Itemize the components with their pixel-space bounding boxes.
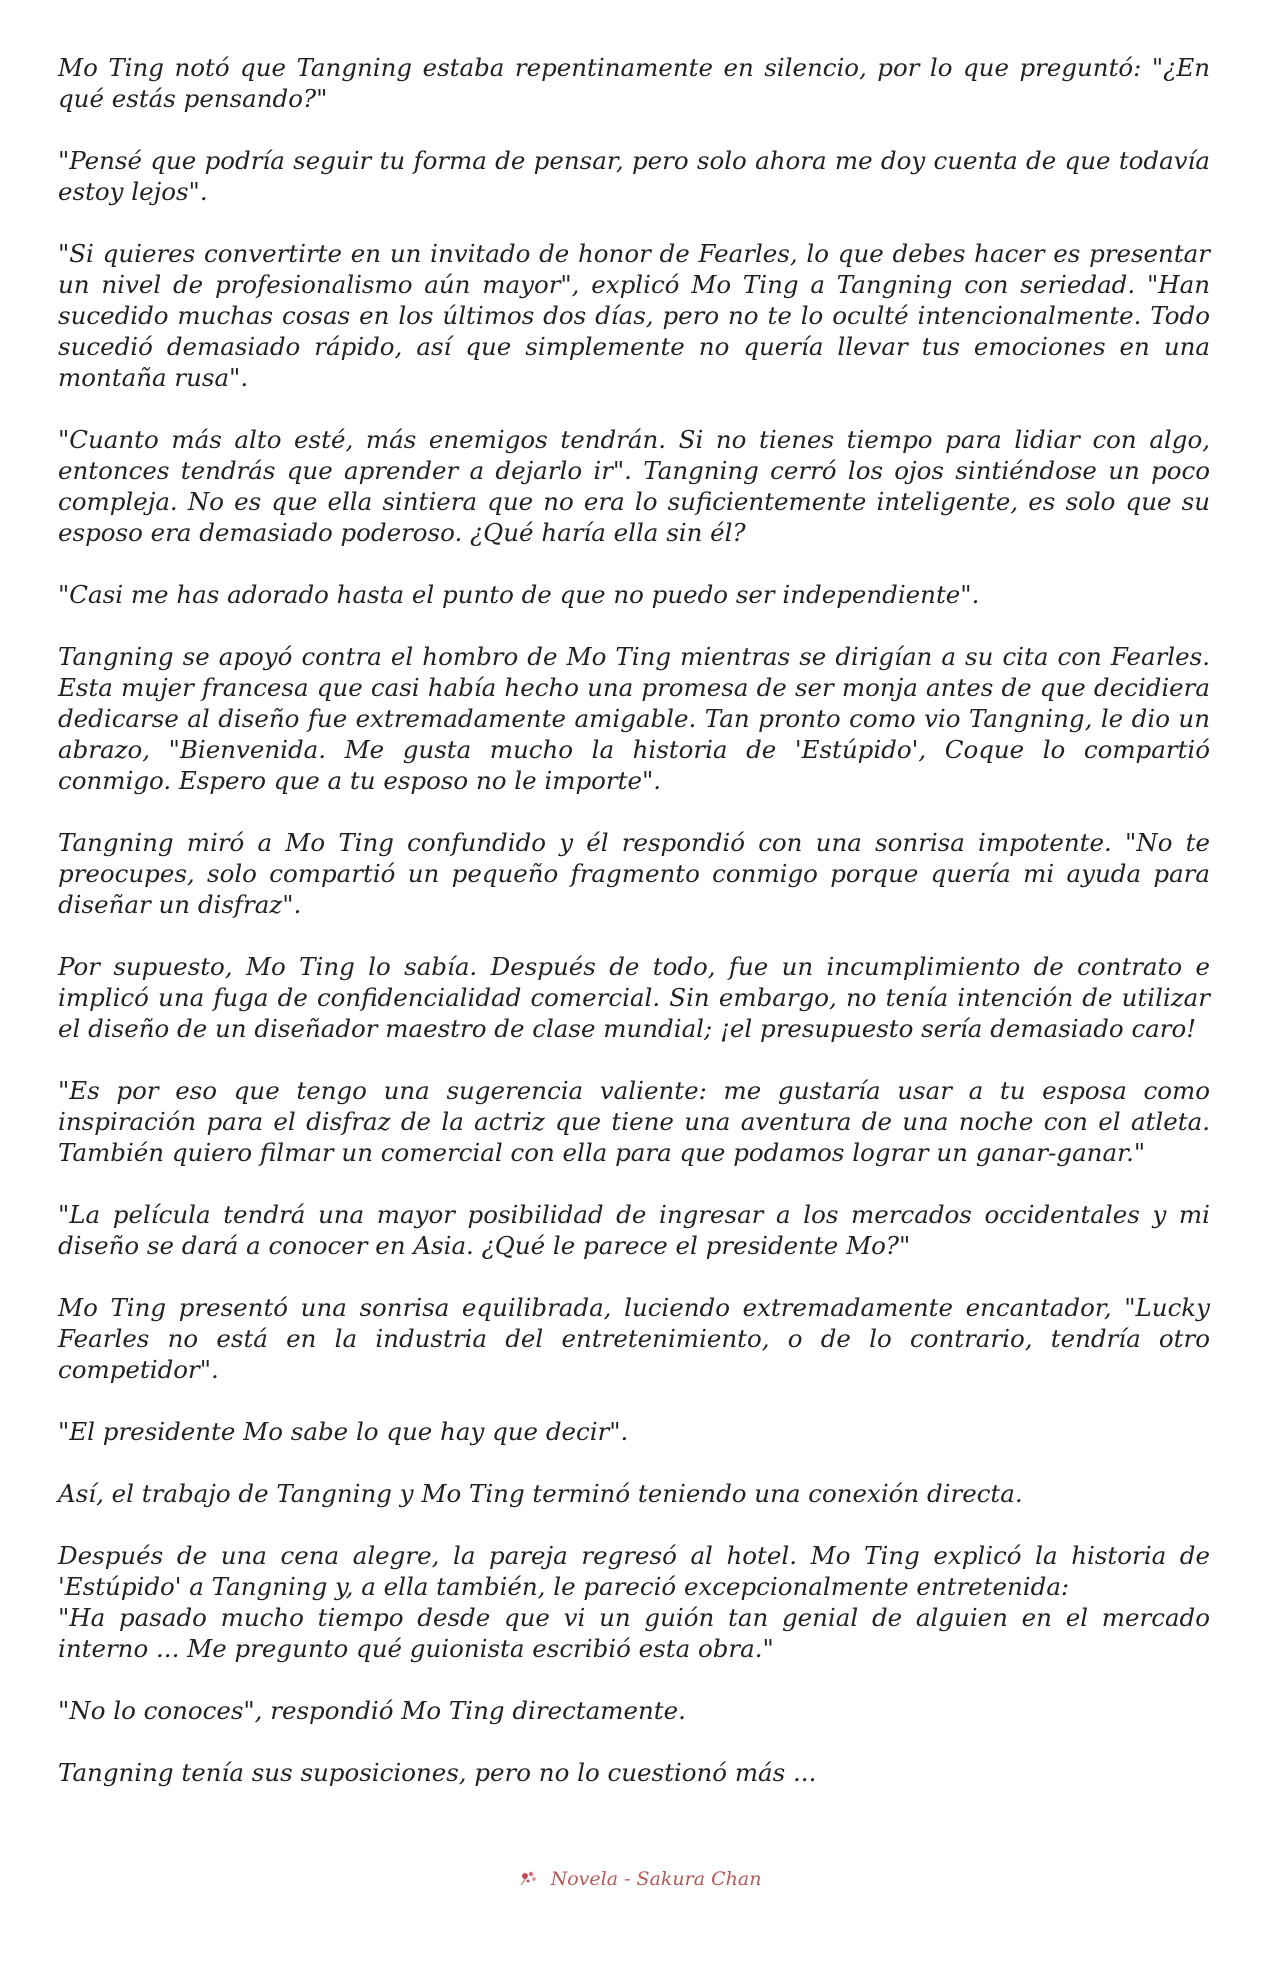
paragraph-10: "La película tendrá una mayor posibilidad de ingresar a los mercados occidentales y mi diseño se dará a conocer en Asia. ¿Qué le parece el presidente Mo?" [58, 1200, 1210, 1260]
paragraph-8: Por supuesto, Mo Ting lo sabía. Después de todo, fue un incumplimiento de contrato e implicó una fuga de confidencialidad comercial. Sin embargo, no tenía intención de utilizar el diseño de un diseñador maestro de clase mundial; ¡el presupuesto sería demasiado caro! [58, 952, 1210, 1043]
paragraph-2: "Pensé que podría seguir tu forma de pensar, pero solo ahora me doy cuenta de que todavía estoy lejos". [58, 146, 1210, 206]
paragraph-13: Así, el trabajo de Tangning y Mo Ting terminó teniendo una conexión directa. [58, 1479, 1023, 1508]
footer-text: Novela - Sakura Chan [550, 1868, 762, 1890]
paragraph-12: "El presidente Mo sabe lo que hay que decir". [58, 1417, 629, 1446]
sakura-blossom-icon [519, 1869, 539, 1887]
paragraph-17: Tangning tenía sus suposiciones, pero no lo cuestionó más ... [58, 1758, 817, 1787]
paragraph-9: "Es por eso que tengo una sugerencia valiente: me gustaría usar a tu esposa como inspiración para el disfraz de la actriz que tiene una aventura de una noche con el atleta. También quiero filmar un comercial con ella para que podamos lograr un ganar-ganar." [58, 1076, 1210, 1167]
paragraph-15: "Ha pasado mucho tiempo desde que vi un guión tan genial de alguien en el mercado interno ... Me pregunto qué guionista escribió esta obra." [58, 1603, 1210, 1663]
paragraph-3: "Si quieres convertirte en un invitado de honor de Fearles, lo que debes hacer es presentar un nivel de profesionalismo aún mayor", explicó Mo Ting a Tangning con seriedad. "Han sucedido muchas cosas en los últimos dos días, pero no te lo oculté intencionalmente. Todo sucedió demasiado rápido, así que simplemente no quería llevar tus emociones en una montaña rusa". [58, 239, 1210, 392]
paragraph-11: Mo Ting presentó una sonrisa equilibrada, luciendo extremadamente encantador, "Lucky Fearles no está en la industria del entretenimiento, o de lo contrario, tendría otro competidor". [58, 1293, 1210, 1384]
paragraph-16: "No lo conoces", respondió Mo Ting directamente. [58, 1696, 686, 1725]
paragraph-6: Tangning se apoyó contra el hombro de Mo Ting mientras se dirigían a su cita con Fearles. Esta mujer francesa que casi había hecho una promesa de ser monja antes de que decidiera dedicarse al diseño fue extremadamente amigable. Tan pronto como vio Tangning, le dio un abrazo, "Bienvenida. Me gusta mucho la historia de 'Estúpido', Coque lo compartió conmigo. Espero que a tu esposo no le importe". [58, 642, 1210, 795]
paragraph-1: Mo Ting notó que Tangning estaba repentinamente en silencio, por lo que preguntó: "¿En qué estás pensando?" [58, 53, 1210, 113]
paragraph-5: "Casi me has adorado hasta el punto de que no puedo ser independiente". [58, 580, 980, 609]
document-body [58, 52, 1210, 1819]
footer-watermark [0, 1868, 1280, 1890]
paragraph-4: "Cuanto más alto esté, más enemigos tendrán. Si no tienes tiempo para lidiar con algo, entonces tendrás que aprender a dejarlo ir". Tangning cerró los ojos sintiéndose un poco compleja. No es que ella sintiera que no era lo suficientemente inteligente, es solo que su esposo era demasiado poderoso. ¿Qué haría ella sin él? [58, 425, 1210, 547]
paragraph-14: Después de una cena alegre, la pareja regresó al hotel. Mo Ting explicó la historia de 'Estúpido' a Tangning y, a ella también, le pareció excepcionalmente entretenida: [58, 1541, 1210, 1601]
paragraph-7: Tangning miró a Mo Ting confundido y él respondió con una sonrisa impotente. "No te preocupes, solo compartió un pequeño fragmento conmigo porque quería mi ayuda para diseñar un disfraz". [58, 828, 1210, 919]
